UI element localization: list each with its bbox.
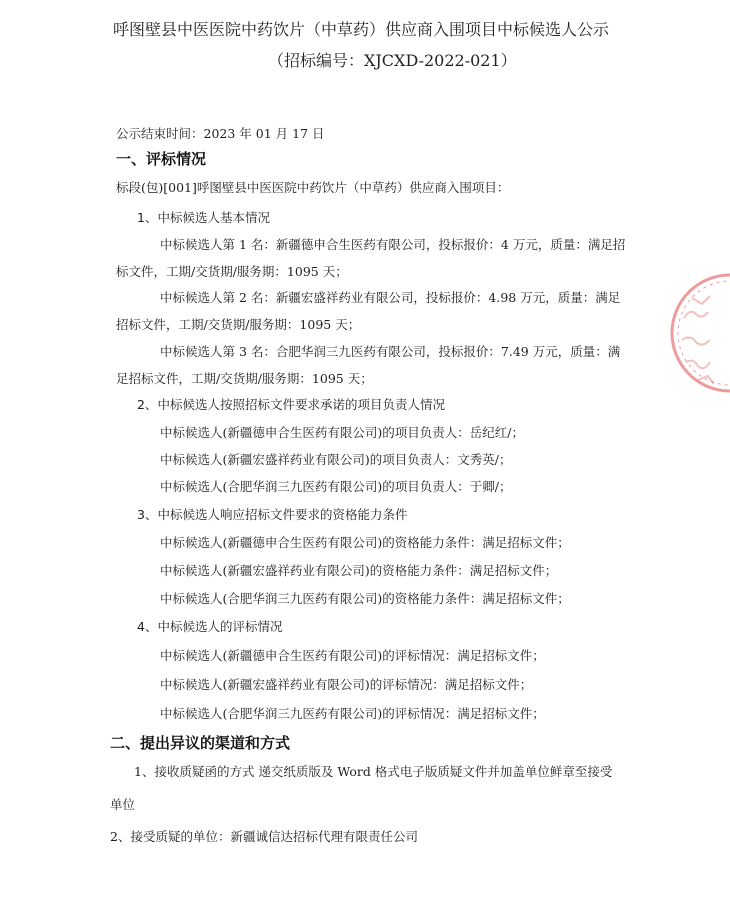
candidate-1-line-cont: 标文件，工期/交货期/服务期：1095 天； <box>116 264 348 279</box>
evaluation-result-line: 中标候选人(新疆德申合生医药有限公司)的评标情况：满足招标文件； <box>160 648 545 663</box>
lot-description: 标段(包)[001]呼图壁县中医医院中药饮片（中草药）供应商入围项目： <box>116 180 510 195</box>
candidate-3-line-cont: 足招标文件，工期/交货期/服务期：1095 天； <box>116 371 373 386</box>
project-leader-line: 中标候选人(合肥华润三九医药有限公司)的项目负责人：于卿/； <box>160 479 512 494</box>
red-seal-stamp <box>668 258 730 408</box>
candidate-2-line: 中标候选人第 2 名：新疆宏盛祥药业有限公司，投标报价：4.98 万元，质量：满足 <box>160 290 621 305</box>
objection-item-2: 2、接受质疑的单位：新疆诚信达招标代理有限责任公司 <box>110 829 418 844</box>
subsection-heading-qualification: 3、中标候选人响应招标文件要求的资格能力条件 <box>137 507 408 522</box>
section-heading-evaluation: 一、评标情况 <box>116 150 207 168</box>
qualification-line: 中标候选人(合肥华润三九医药有限公司)的资格能力条件：满足招标文件； <box>160 591 570 606</box>
objection-item-1: 1、接收质疑函的方式 递交纸质版及 Word 格式电子版质疑文件并加盖单位鲜章至接受 <box>134 764 613 779</box>
page-title: 呼图壁县中医医院中药饮片（中草药）供应商入围项目中标候选人公示 <box>113 20 610 39</box>
candidate-2-line-cont: 招标文件，工期/交货期/服务期：1095 天； <box>116 317 361 332</box>
qualification-line: 中标候选人(新疆德申合生医药有限公司)的资格能力条件：满足招标文件； <box>160 535 570 550</box>
candidate-3-line: 中标候选人第 3 名：合肥华润三九医药有限公司，投标报价：7.49 万元，质量：满 <box>160 344 621 359</box>
bid-number: （招标编号：XJCXD-2022-021） <box>268 51 517 70</box>
publication-end-time: 公示结束时间：2023 年 01 月 17 日 <box>116 126 325 141</box>
subsection-heading-evaluation-result: 4、中标候选人的评标情况 <box>137 619 283 634</box>
project-leader-line: 中标候选人(新疆宏盛祥药业有限公司)的项目负责人：文秀英/； <box>160 452 512 467</box>
qualification-line: 中标候选人(新疆宏盛祥药业有限公司)的资格能力条件：满足招标文件； <box>160 563 558 578</box>
subsection-heading-basic-info: 1、中标候选人基本情况 <box>137 210 270 225</box>
objection-item-1-cont: 单位 <box>110 797 136 812</box>
candidate-1-line: 中标候选人第 1 名：新疆德申合生医药有限公司，投标报价：4 万元，质量：满足招 <box>160 237 626 252</box>
subsection-heading-project-leader: 2、中标候选人按照招标文件要求承诺的项目负责人情况 <box>137 397 445 412</box>
section-heading-objection: 二、提出异议的渠道和方式 <box>110 734 291 752</box>
project-leader-line: 中标候选人(新疆德申合生医药有限公司)的项目负责人：岳纪红/； <box>160 425 524 440</box>
evaluation-result-line: 中标候选人(合肥华润三九医药有限公司)的评标情况：满足招标文件； <box>160 706 545 721</box>
evaluation-result-line: 中标候选人(新疆宏盛祥药业有限公司)的评标情况：满足招标文件； <box>160 677 533 692</box>
